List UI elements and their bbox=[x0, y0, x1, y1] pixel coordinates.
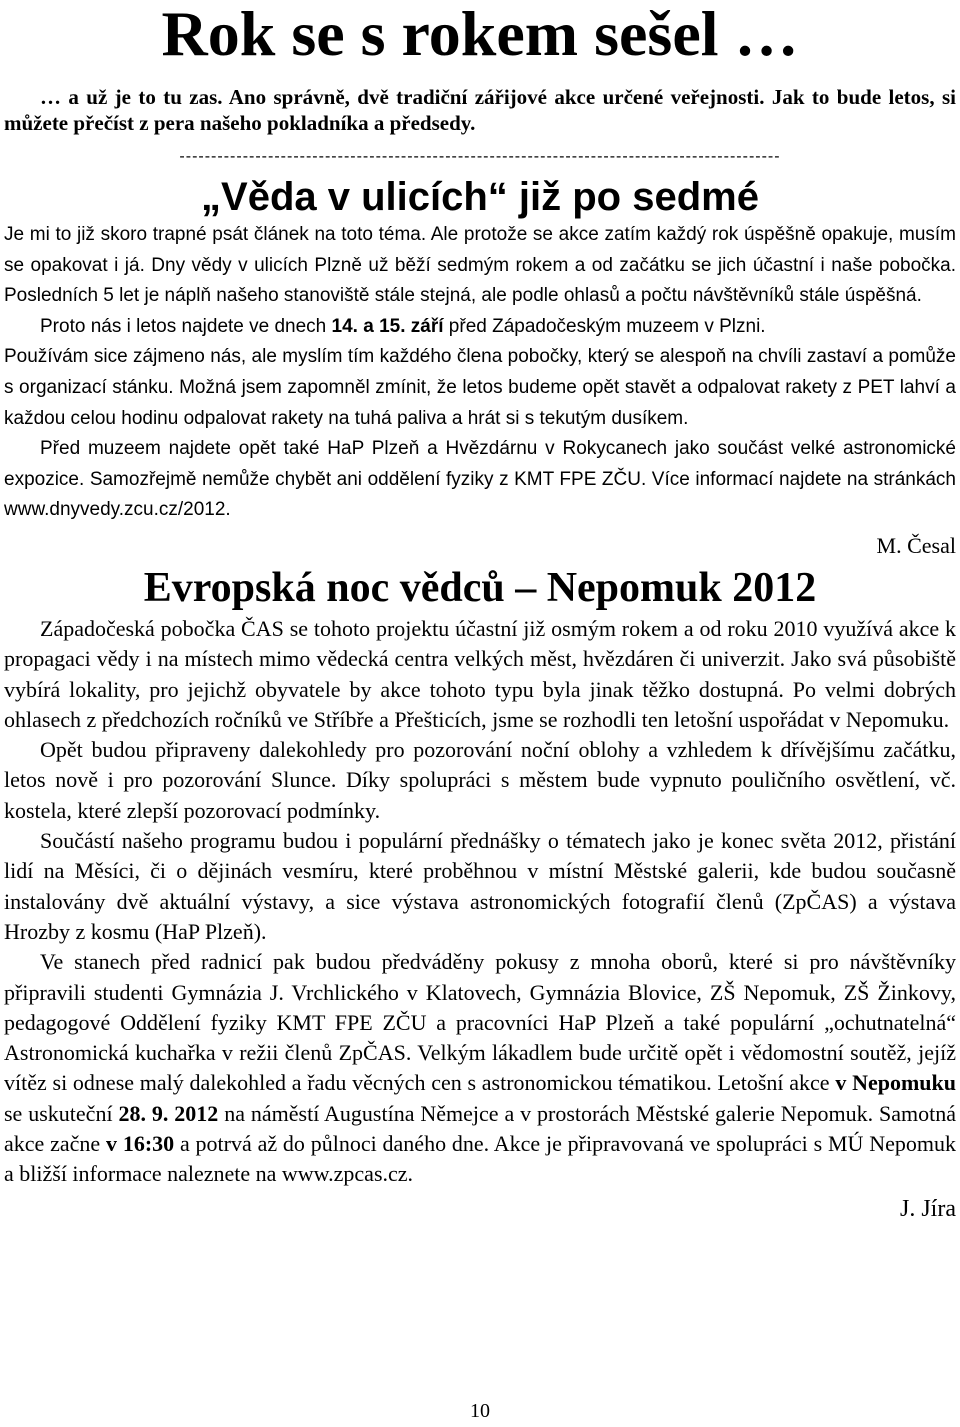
intro-paragraph: … a už je to tu zas. Ano správně, dvě tradiční zářijové akce určené veřejnosti. Jak to bude letos, si můžete přečíst z pera našeho pokladníka a předsedy. bbox=[4, 85, 956, 135]
article1-paragraph-2 bbox=[4, 312, 956, 343]
article1-signature: M. Česal bbox=[876, 532, 956, 558]
article2-p4-part3: na náměstí Augustína Němejce a v prostorách Městské galerie Nepomuk. Samotná akce začne bbox=[4, 1100, 956, 1156]
article1-p2-after: před Západočeským muzeem v Plzni. bbox=[443, 315, 766, 337]
page-title: Rok se s rokem sešel … bbox=[161, 0, 799, 69]
article2-body bbox=[4, 614, 956, 1190]
article2-title: Evropská noc vědců – Nepomuk 2012 bbox=[143, 564, 817, 611]
article2-signature: J. Jíra bbox=[900, 1195, 956, 1222]
article1-title: „Věda v ulicích“ již po sedmé bbox=[201, 175, 759, 219]
article2-p4-place: v Nepomuku bbox=[835, 1070, 956, 1096]
article-veda-v-ulicich bbox=[4, 174, 956, 560]
article2-paragraph-2: Opět budou připraveny dalekohledy pro pozorování noční oblohy a vzhledem k dřívějšímu začátku, letos nově i pro pozorování Slunce. Díky spolupráci s městem bude vypnuto pouličního osvětlení, vč. kostela, které zlepší pozorovací podmínky. bbox=[4, 737, 956, 823]
article1-p2-before: Proto nás i letos najdete ve dnech bbox=[40, 315, 332, 337]
article1-paragraph-4: Před muzeem najdete opět také HaP Plzeň a Hvězdárnu v Rokycanech jako součást velké astronomické expozice. Samozřejmě nemůže chybět ani oddělení fyziky z KMT FPE ZČU. Více informací najdete na stránkách www.dnyvedy.zcu.cz/2012. bbox=[4, 438, 956, 521]
article2-p4-time: v 16:30 bbox=[106, 1130, 175, 1156]
article2-p4-part1: Ve stanech před radnicí pak budou předváděny pokusy z mnoha oborů, které si pro návštěvníky připravili studenti Gymnázia J. Vrchlického v Klatovech, Gymnázia Blovice, ZŠ Nepomuk, ZŠ Žinkovy, pedagogové Oddělení fyziky KMT FPE ZČU a pracovníci HaP Plzeň a také populární „ochutnatelná“ Astronomická kuchařka v režii členů ZpČAS. Velkým lákadlem bude určitě opět i vědomostní soutěž, jejíž vítěz si odnese malý dalekohled a řadu věcných cen s astronomickou tématikou. Letošní akce bbox=[4, 949, 956, 1096]
article2-paragraph-4 bbox=[4, 947, 956, 1189]
article1-p2-month: září bbox=[410, 315, 444, 337]
article1-paragraph-3: Používám sice zájmeno nás, ale myslím tím každého člena pobočky, který se alespoň na chvíli zastaví a pomůže s organizací stánku. Možná jsem zapomněl zmínit, že letos budeme opět stavět a odpalovat rakety z PET lahví a každou celou hodinu odpalovat rakety na tuhá paliva a hrát si s tekutým dusíkem. bbox=[4, 346, 956, 429]
article2-p4-date: 28. 9. 2012 bbox=[118, 1100, 219, 1126]
article1-paragraph-1: Je mi to již skoro trapné psát článek na toto téma. Ale protože se akce zatím každý rok úspěšně opakuje, musím se opakovat i já. Dny vědy v ulicích Plzně už běží sedmým rokem a od začátku se jich účastní i naše pobočka. Posledních 5 let je náplň našeho stanoviště stále stejná, ale podle ohlasů a počtu návštěvníků stále úspěšná. bbox=[4, 224, 956, 307]
article2-p4-part2: se uskuteční bbox=[4, 1100, 119, 1126]
article2-paragraph-1: Západočeská pobočka ČAS se tohoto projektu účastní již osmým rokem a od roku 2010 využívá akce k propagaci vědy i na místech mimo vědecká centra velkých měst, hvězdáren či univerzit. Jako svá působiště vybírá lokality, pro jejichž obyvatele by akce tohoto typu byla jinak těžko dostupná. Po velmi dobrých ohlasech z předchozích ročníků ve Stříbře a Přešticích, jsme se rozhodli ten letošní uspořádat v Nepomuku. bbox=[4, 615, 956, 732]
article-noc-vedcu bbox=[4, 562, 956, 1224]
article2-p4-part4: a potrvá až do půlnoci daného dne. Akce je připravovaná ve spolupráci s MÚ Nepomuk a bližší informace naleznete na www.zpcas.cz. bbox=[4, 1130, 957, 1187]
article1-p2-date: 14. a 15. bbox=[331, 315, 406, 337]
article1-body bbox=[4, 220, 956, 526]
article2-paragraph-3: Součástí našeho programu budou i populární přednášky o tématech jako je konec světa 2012, přistání lidí na Měsíci, či o dějinách vesmíru, které proběhnou v místní Městské galerii, kde budou současně instalovány dvě aktuální výstavy, a sice výstava astronomických fotografií členů (ZpČAS) a výstava Hrozby z kosmu (HaP Plzeň). bbox=[4, 828, 956, 944]
page-number: 10 bbox=[470, 1400, 490, 1422]
section-divider: ----------------------------------------------------------------------------------------------- bbox=[179, 148, 781, 165]
